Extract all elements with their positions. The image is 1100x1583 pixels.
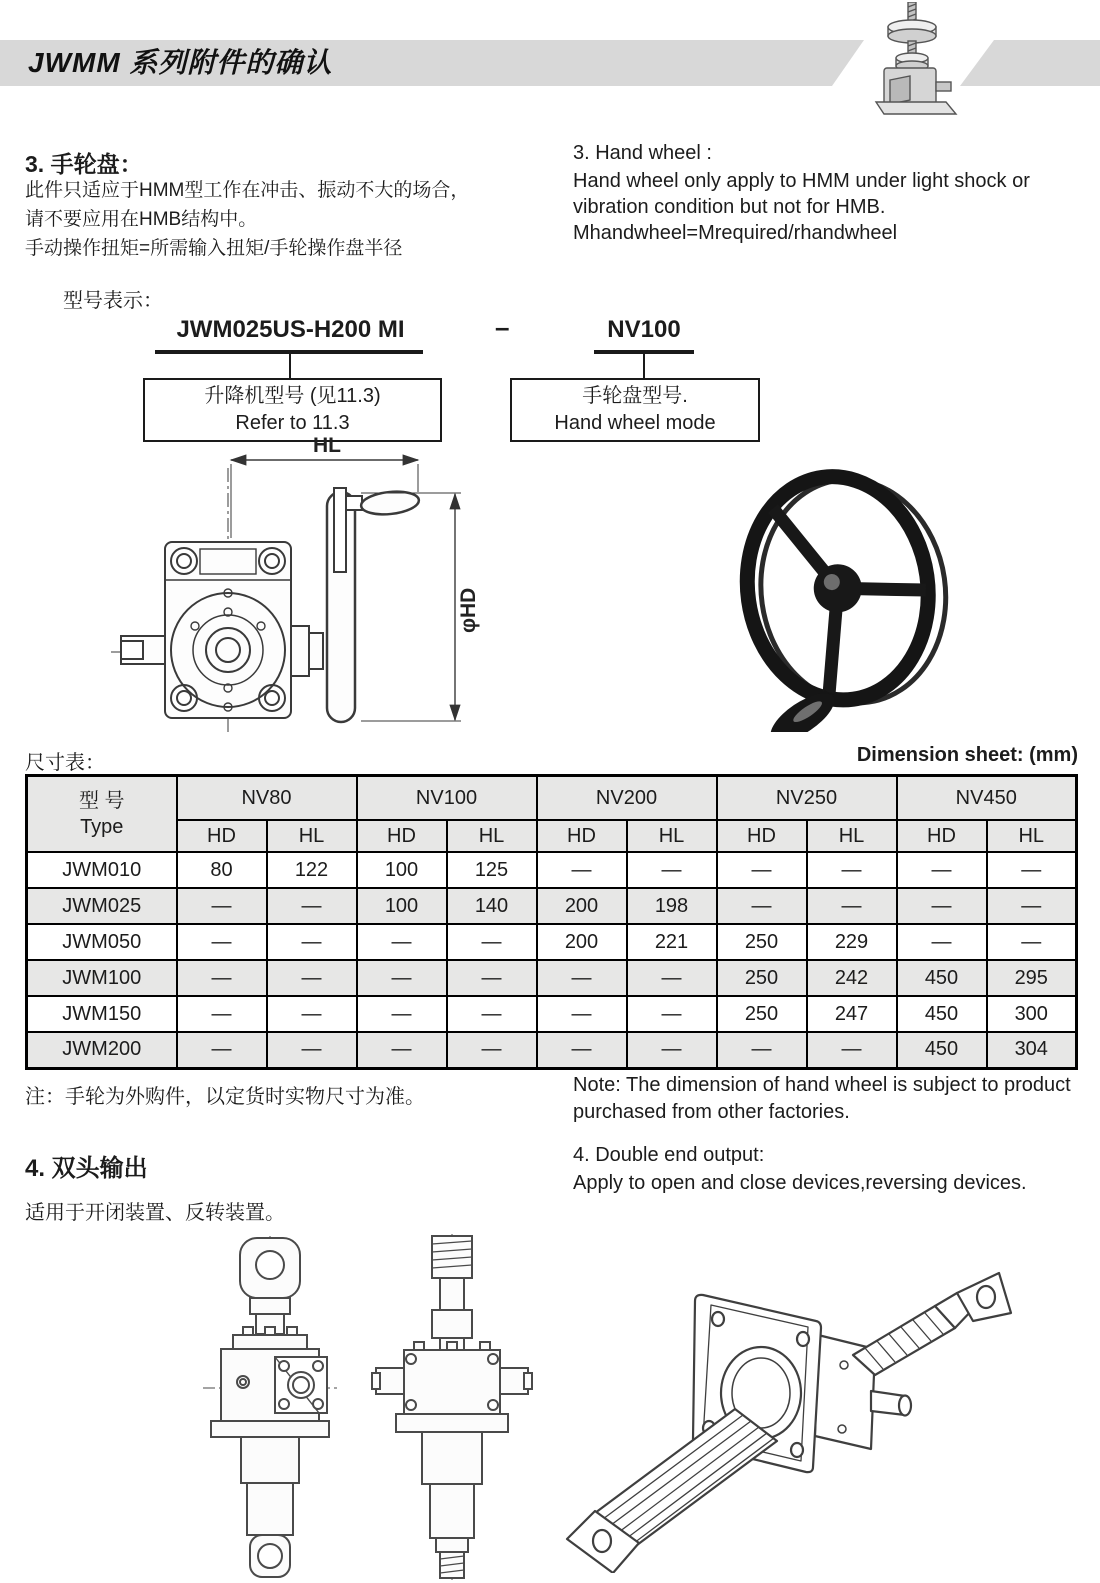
row-type-cell: JWM200 [27, 1032, 177, 1068]
table-row [27, 924, 1077, 960]
section4-heading-zh: 4. 双头输出 [25, 1155, 148, 1182]
dimension-label-hl: HL [313, 434, 341, 457]
table-cell: 242 [807, 960, 897, 996]
section4-heading-en: 4. Double end output: [573, 1144, 765, 1166]
table-cell: — [807, 1032, 897, 1068]
table-cell: 450 [897, 996, 987, 1032]
group-header: NV80 [177, 776, 357, 821]
table-cell: — [537, 852, 627, 888]
section3-zh-line: 手动操作扭矩=所需输入扭矩/手轮操作盘半径 [25, 238, 403, 259]
table-cell: — [357, 924, 447, 960]
section3-heading-en: 3. Hand wheel : [573, 142, 712, 164]
table-cell: 300 [987, 996, 1077, 1032]
table-cell: — [897, 888, 987, 924]
model-separator: – [495, 312, 510, 342]
subheader-cell: HD [357, 820, 447, 852]
table-cell: 200 [537, 888, 627, 924]
subheader-cell: HL [807, 820, 897, 852]
header-banner-right [960, 40, 1100, 86]
handwheel-photo [685, 460, 995, 732]
handwheel-callout-zh: 手轮盘型号. [582, 385, 688, 407]
subheader-cell: HD [897, 820, 987, 852]
table-cell: — [807, 888, 897, 924]
group-header: NV200 [537, 776, 717, 821]
screw-jack-product-image [864, 2, 960, 120]
section3-en-line: vibration condition but not for HMB. [573, 196, 886, 218]
table-cell: — [357, 960, 447, 996]
table-cell: 450 [897, 1032, 987, 1068]
subheader-cell: HL [267, 820, 357, 852]
handwheel-callout-en: Hand wheel mode [554, 412, 716, 434]
section3-zh-line: 此件只适应于HMM型工作在冲击、振动不大的场合， [25, 180, 470, 201]
subheader-cell: HL [447, 820, 537, 852]
table-cell: — [537, 1032, 627, 1068]
gearbox-handwheel-dimension-drawing [103, 430, 608, 735]
row-type-cell: JWM050 [27, 924, 177, 960]
model-code: JWM025US-H200 MI [176, 316, 405, 343]
dimension-label-hd: φHD [457, 587, 480, 633]
table-cell: — [987, 924, 1077, 960]
handwheel-code: NV100 [607, 316, 681, 343]
table-cell: — [717, 1032, 807, 1068]
table-header-row [27, 776, 1077, 821]
row-type-cell: JWM010 [27, 852, 177, 888]
group-header: NV100 [357, 776, 537, 821]
table-cell: — [897, 852, 987, 888]
page-title: JWMM 系列附件的确认 [28, 47, 333, 78]
table-cell: — [717, 888, 807, 924]
table-subheader-row [27, 820, 1077, 852]
table-cell: — [357, 1032, 447, 1068]
model-designation-label: 型号表示： [63, 290, 163, 312]
subheader-cell: HD [177, 820, 267, 852]
table-cell: — [267, 924, 357, 960]
jack-model-callout-zh: 升降机型号 (见11.3) [204, 385, 381, 407]
table-cell: — [807, 852, 897, 888]
table-cell: — [447, 1032, 537, 1068]
table-row [27, 996, 1077, 1032]
table-cell: 200 [537, 924, 627, 960]
table-cell: — [177, 888, 267, 924]
table-cell: — [627, 960, 717, 996]
group-header: NV250 [717, 776, 897, 821]
subheader-cell: HL [987, 820, 1077, 852]
table-cell: 450 [897, 960, 987, 996]
table-row [27, 888, 1077, 924]
table-cell: — [177, 996, 267, 1032]
table-cell: — [357, 996, 447, 1032]
connector-line [289, 354, 291, 378]
table-cell: — [717, 852, 807, 888]
row-type-cell: JWM150 [27, 996, 177, 1032]
section3-body-zh [25, 176, 469, 263]
table-cell: 122 [267, 852, 357, 888]
table-row [27, 852, 1077, 888]
table-cell: 250 [717, 996, 807, 1032]
table-cell: 100 [357, 852, 447, 888]
row-type-cell: JWM025 [27, 888, 177, 924]
table-cell: 250 [717, 924, 807, 960]
table-cell: — [267, 1032, 357, 1068]
double-end-output-side-view-drawing [370, 1232, 535, 1582]
note-en-line: purchased from other factories. [573, 1101, 850, 1123]
table-cell: — [267, 960, 357, 996]
note-zh: 注：手轮为外购件，以定货时实物尺寸为准。 [25, 1086, 425, 1108]
section4-body-en: Apply to open and close devices,reversing devices. [573, 1172, 1027, 1194]
table-cell: — [267, 888, 357, 924]
dimension-table-head [27, 776, 1077, 853]
table-cell: 221 [627, 924, 717, 960]
section3-body-en [573, 168, 1030, 246]
table-cell: 295 [987, 960, 1077, 996]
type-column-header: 型 号 Type [27, 776, 177, 853]
dimension-table [25, 774, 1078, 1070]
table-cell: 80 [177, 852, 267, 888]
table-cell: — [447, 960, 537, 996]
table-cell: — [627, 852, 717, 888]
table-cell: — [627, 1032, 717, 1068]
subheader-cell: HD [537, 820, 627, 852]
group-header: NV450 [897, 776, 1077, 821]
table-cell: 140 [447, 888, 537, 924]
jack-model-callout-en: Refer to 11.3 [235, 412, 350, 434]
note-en [573, 1072, 1071, 1126]
table-cell: 304 [987, 1032, 1077, 1068]
subheader-cell: HD [717, 820, 807, 852]
table-cell: — [177, 960, 267, 996]
table-cell: — [447, 996, 537, 1032]
table-cell: 247 [807, 996, 897, 1032]
dimension-table-body [27, 852, 1077, 1068]
section4-body-zh: 适用于开闭装置、反转装置。 [25, 1202, 285, 1224]
table-cell: 125 [447, 852, 537, 888]
table-cell: 198 [627, 888, 717, 924]
table-cell: — [987, 888, 1077, 924]
table-cell: — [897, 924, 987, 960]
table-cell: — [987, 852, 1077, 888]
table-cell: — [537, 960, 627, 996]
table-cell: — [177, 924, 267, 960]
table-cell: — [177, 1032, 267, 1068]
subheader-cell: HL [627, 820, 717, 852]
row-type-cell: JWM100 [27, 960, 177, 996]
table-cell: 100 [357, 888, 447, 924]
table-label-zh: 尺寸表： [25, 752, 105, 774]
table-cell: — [627, 996, 717, 1032]
section3-zh-line: 请不要应用在HMB结构中。 [25, 209, 258, 230]
table-row [27, 1032, 1077, 1068]
section3-heading-zh: 3. 手轮盘： [25, 151, 143, 177]
table-row [27, 960, 1077, 996]
table-cell: 229 [807, 924, 897, 960]
table-cell: 250 [717, 960, 807, 996]
table-cell: — [537, 996, 627, 1032]
double-end-output-3d-drawing [553, 1243, 1013, 1573]
table-cell: — [267, 996, 357, 1032]
table-label-en: Dimension sheet: (mm) [856, 744, 1078, 766]
table-cell: — [447, 924, 537, 960]
double-end-output-front-view-drawing [183, 1232, 358, 1582]
section3-en-line: Mhandwheel=Mrequired/rhandwheel [573, 222, 898, 244]
connector-line [643, 354, 645, 378]
section3-en-line: Hand wheel only apply to HMM under light shock or [573, 170, 1030, 192]
note-en-line: Note: The dimension of hand wheel is subject to product [573, 1074, 1071, 1096]
